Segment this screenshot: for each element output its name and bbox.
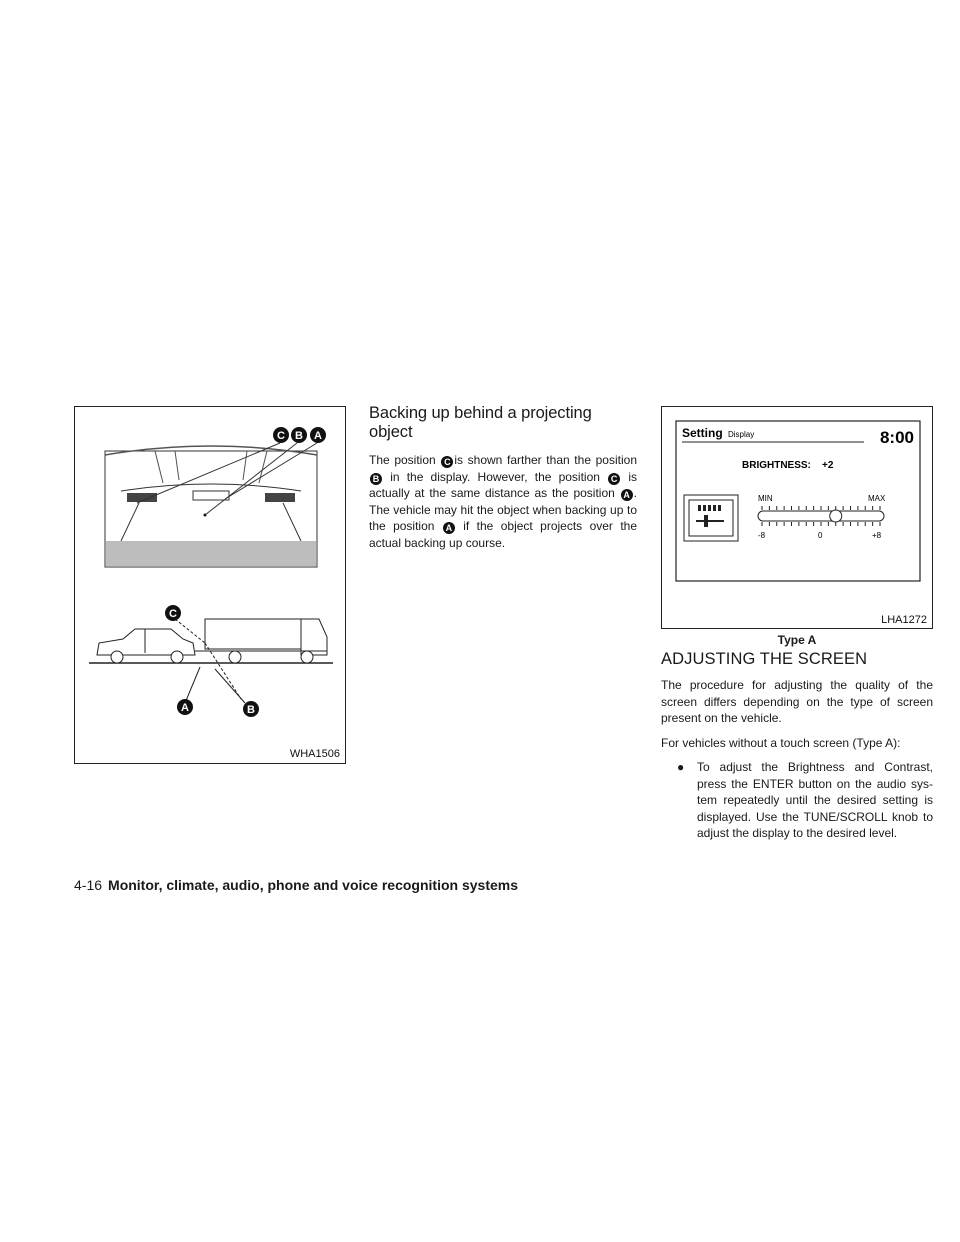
text-run: if the object projects over the actual backing up course. — [369, 519, 637, 550]
svg-text:A: A — [314, 430, 322, 442]
label-c-side — [165, 605, 181, 621]
bullet-icon: ● — [677, 760, 685, 774]
rear-camera-illustration — [75, 407, 347, 765]
label-a-side — [177, 699, 193, 715]
figure-caption: Type A — [777, 633, 817, 647]
adjusting-screen-section — [661, 650, 933, 842]
tick-label-max: +8 — [872, 531, 882, 540]
svg-text:C: C — [169, 608, 177, 620]
position-c-icon: C — [441, 456, 453, 468]
svg-text:B: B — [247, 704, 255, 716]
svg-text:C: C — [277, 430, 285, 442]
chapter-title: Monitor, climate, audio, phone and voice recognition systems — [108, 877, 518, 893]
figure-code: WHA1506 — [289, 748, 340, 760]
label-c-top — [273, 427, 289, 443]
page-number: 4-16 — [74, 877, 103, 893]
tick-label-min: -8 — [758, 531, 766, 540]
position-c-icon: C — [608, 473, 620, 485]
position-a-icon: A — [621, 489, 633, 501]
rear-camera-figure — [74, 406, 346, 764]
figure-code: LHA1272 — [881, 614, 927, 626]
text-run: The position — [369, 453, 436, 467]
text-run: . The vehicle may hit the object when backing up to the position — [369, 486, 637, 533]
svg-text:A: A — [181, 702, 189, 714]
projecting-object-section — [369, 404, 637, 551]
text-run: is actually at the same distance as the position — [369, 469, 637, 500]
position-b-icon: B — [370, 473, 382, 485]
min-label: MIN — [758, 494, 773, 503]
screen-title: Setting — [682, 426, 723, 440]
brightness-value: +2 — [822, 460, 834, 471]
section-heading: ADJUSTING THE SCREEN — [661, 650, 868, 668]
label-b-side — [243, 701, 259, 717]
list-item — [669, 759, 933, 842]
tick-label-mid: 0 — [818, 531, 823, 540]
page-footer — [74, 877, 518, 893]
paragraph: The procedure for adjusting the quality of the screen differs depending on the type of screen present on the vehicle. — [661, 678, 933, 725]
paragraph: For vehicles without a touch screen (Type A): — [661, 735, 901, 750]
label-b-top — [291, 427, 307, 443]
svg-text:B: B — [295, 430, 303, 442]
screen-time: 8:00 — [879, 428, 914, 447]
display-setting-illustration — [662, 407, 934, 630]
screen-subtitle: Display — [728, 430, 755, 439]
section-heading: Backing up behind a projecting object — [369, 404, 592, 441]
text-run: in the display. However, the position — [390, 469, 600, 484]
brightness-label: BRIGHTNESS: — [742, 460, 811, 471]
label-a-top — [310, 427, 326, 443]
display-setting-figure — [661, 406, 933, 629]
max-label: MAX — [868, 494, 886, 503]
text-run: is shown farther than the position — [454, 453, 637, 467]
slider-knob — [830, 510, 842, 522]
section-paragraph — [369, 452, 637, 551]
list-item-text: To adjust the Brightness and Contrast, press the ENTER button on the audio sys- tem repeatedly until the desired setting is displayed. Use the TUNE/SCROLL knob to adjust the display to the desired level. — [697, 760, 933, 840]
position-a-icon: A — [443, 522, 455, 534]
brightness-slider — [758, 511, 884, 521]
